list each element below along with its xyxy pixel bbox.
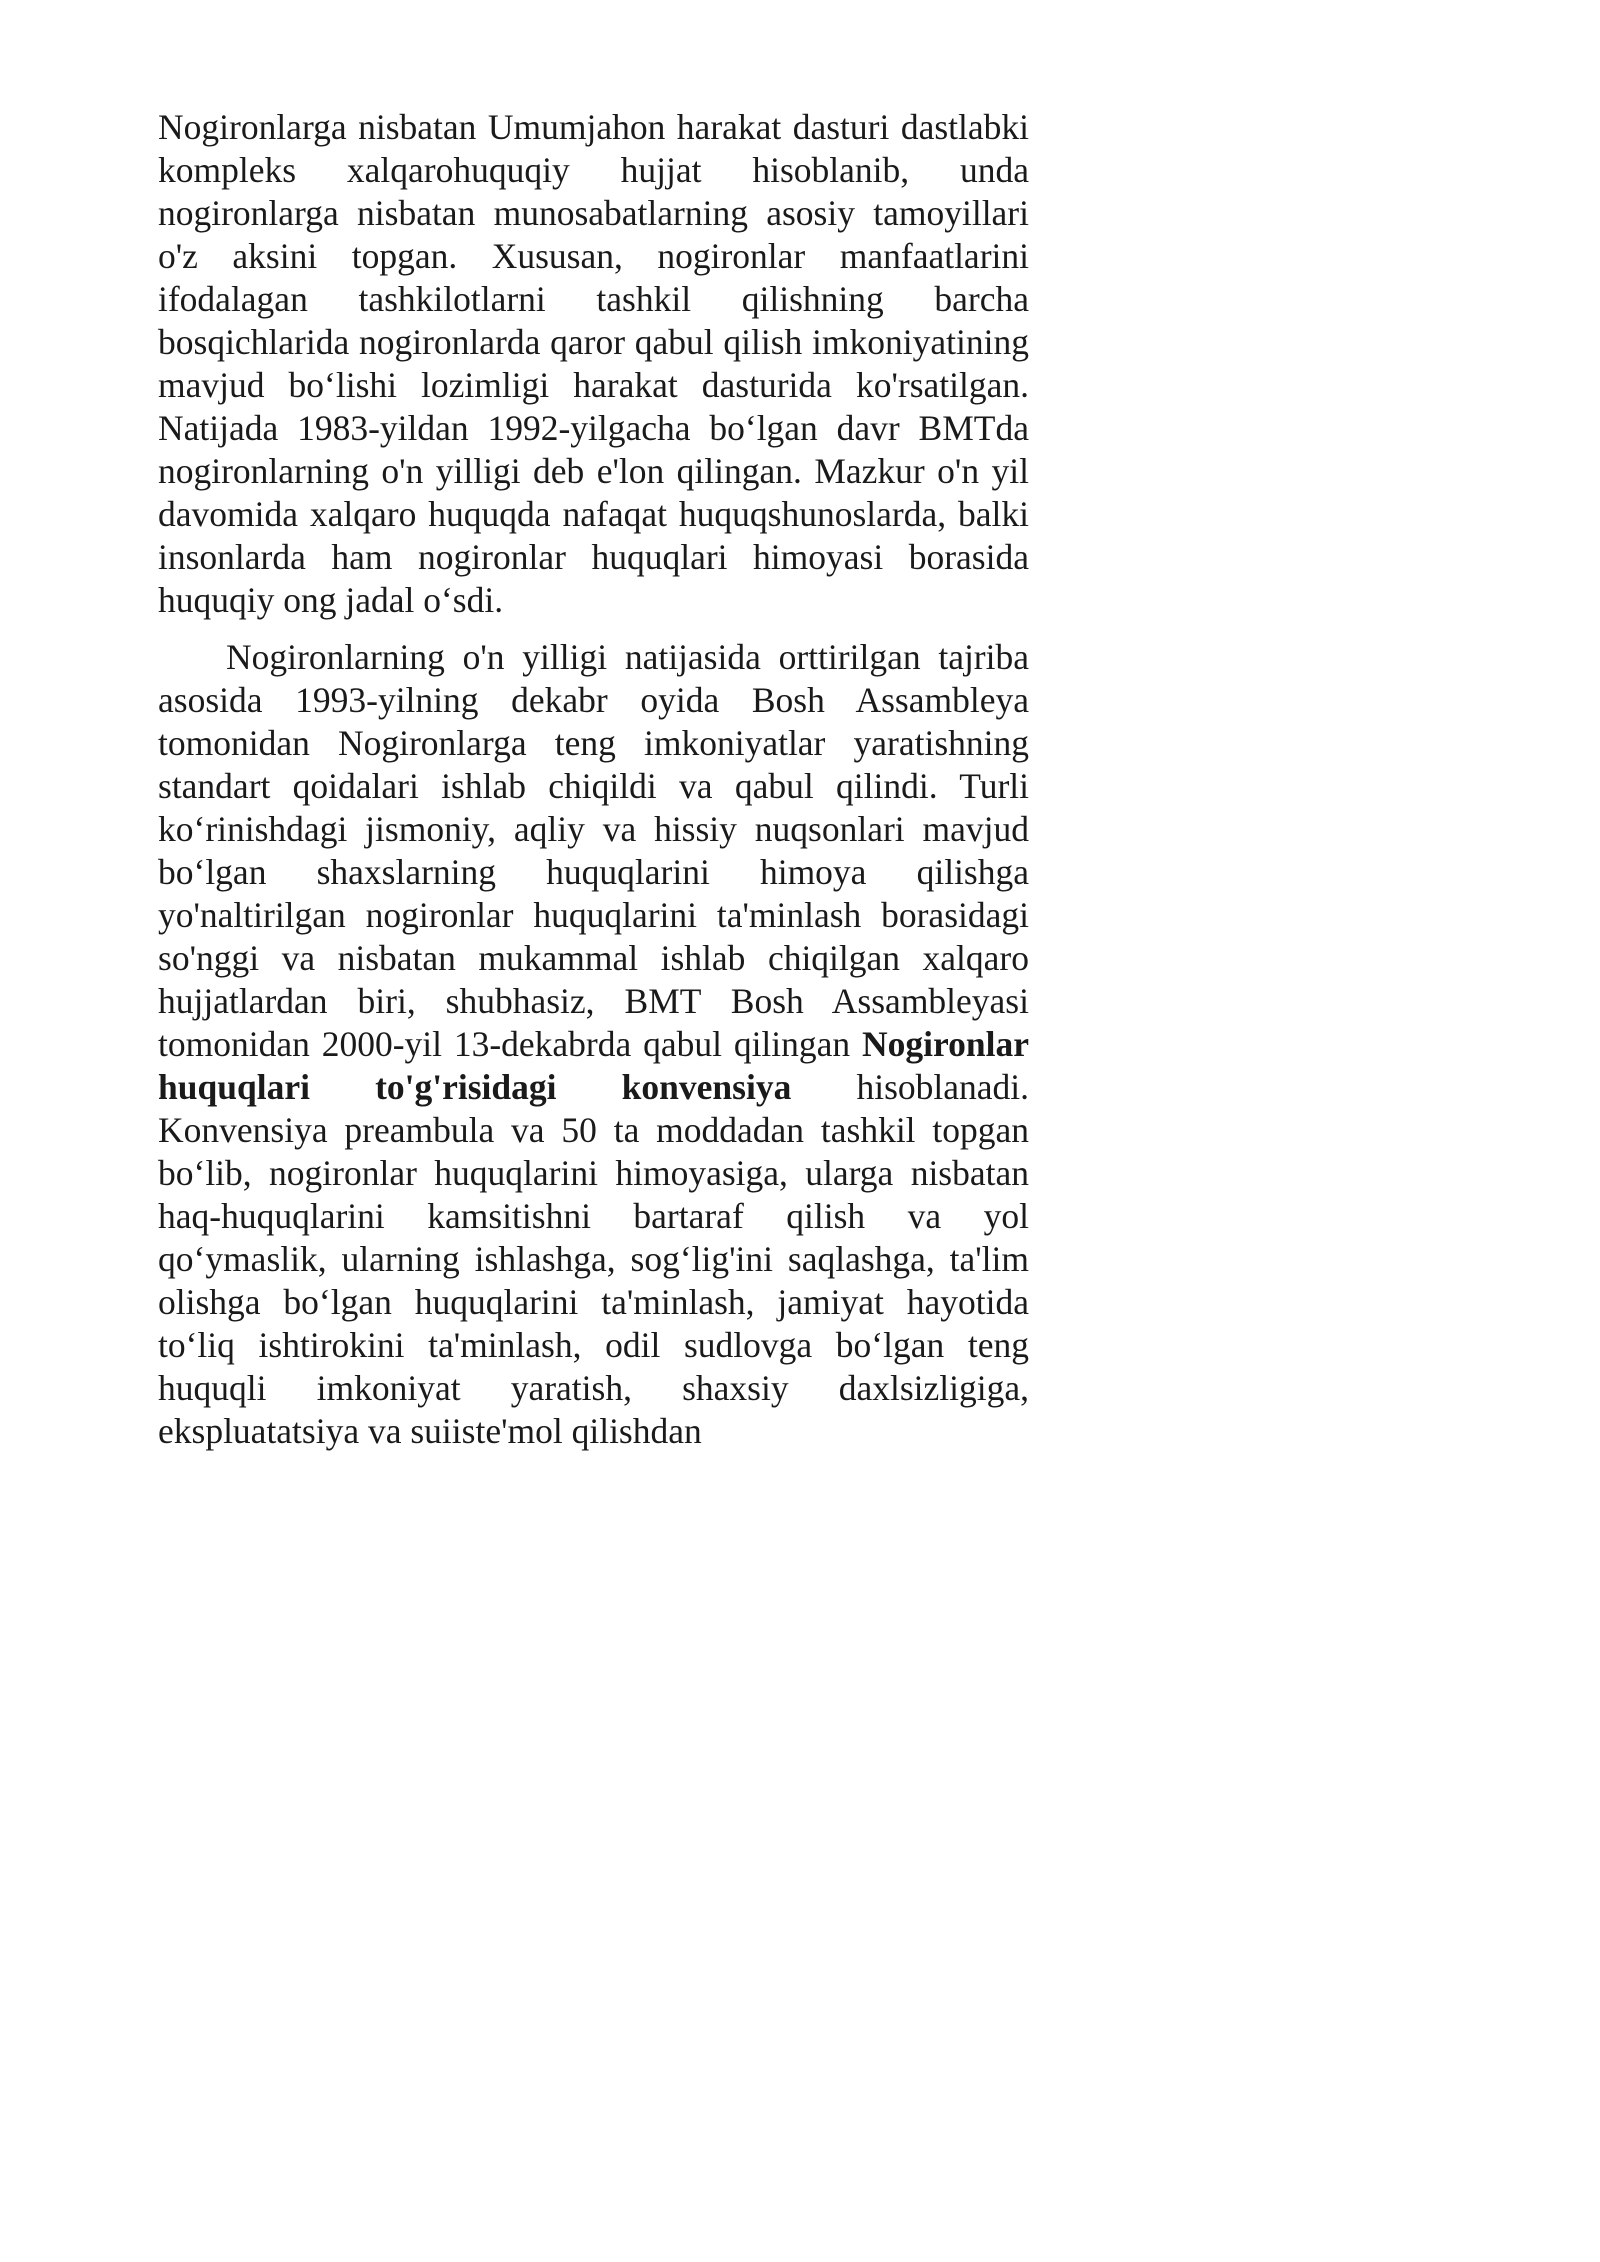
paragraph-2	[158, 636, 1029, 1453]
paragraph-1: Nogironlarga nisbatan Umumjahon harakat dasturi dastlabki kompleks xalqarohuquqiy hujjat hisoblanib, unda nogironlarga nisbatan munosabatlarning asosiy tamoyillari o'z aksini topgan. Xususan, nogironlar manfaatlarini ifodalagan tashkilotlarni tashkil qilishning barcha bosqichlarida nogironlarda qaror qabul qilish imkoniyatining mavjud bo‘lishi lozimligi harakat dasturida ko'rsatilgan. Natijada 1983-yildan 1992-yilgacha bo‘lgan davr BMTda nogironlarning o'n yilligi deb e'lon qilingan. Mazkur o'n yil davomida xalqaro huquqda nafaqat huquqshunoslarda, balki insonlarda ham nogironlar huquqlari himoyasi borasida huquqiy ong jadal o‘sdi.	[158, 107, 1029, 620]
paragraph-2-text-before-bold: Nogironlarning o'n yilligi natijasida orttirilgan tajriba asosida 1993-yilning dekabr oyida Bosh Assambleya tomonidan Nogironlarga teng imkoniyatlar yaratishning standart qoidalari ishlab chiqildi va qabul qilindi. Turli ko‘rinishdagi jismoniy, aqliy va hissiy nuqsonlari mavjud bo‘lgan shaxslarning huquqlarini himoya qilishga yo'naltirilgan nogironlar huquqlarini ta'minlash borasidagi so'nggi va nisbatan mukammal ishlab chiqilgan xalqaro hujjatlardan biri, shubhasiz, BMT Bosh Assambleyasi tomonidan 2000-yil 13-dekabrda qabul qilingan	[158, 637, 1029, 1064]
convention-title-bold: Nogironlar huquqlari to'g'risidagi konvensiya	[158, 1024, 1029, 1107]
paragraph-2-text-after-bold: hisoblanadi. Konvensiya preambula va 50 ta moddadan tashkil topgan bo‘lib, nogironlar huquqlarini himoyasiga, ularga nisbatan haq-huquqlarini kamsitishni bartaraf qilish va yol qo‘ymaslik, ularning ishlashga, sog‘lig'ini saqlashga, ta'lim olishga bo‘lgan huquqlarini ta'minlash, jamiyat hayotida to‘liq ishtirokini ta'minlash, odil sudlovga bo‘lgan teng huquqli imkoniyat yaratish, shaxsiy daxlsizligiga, ekspluatatsiya va suiiste'mol qilishdan	[158, 1067, 1029, 1451]
document-body	[158, 106, 1029, 1453]
document-page	[0, 0, 1100, 1556]
